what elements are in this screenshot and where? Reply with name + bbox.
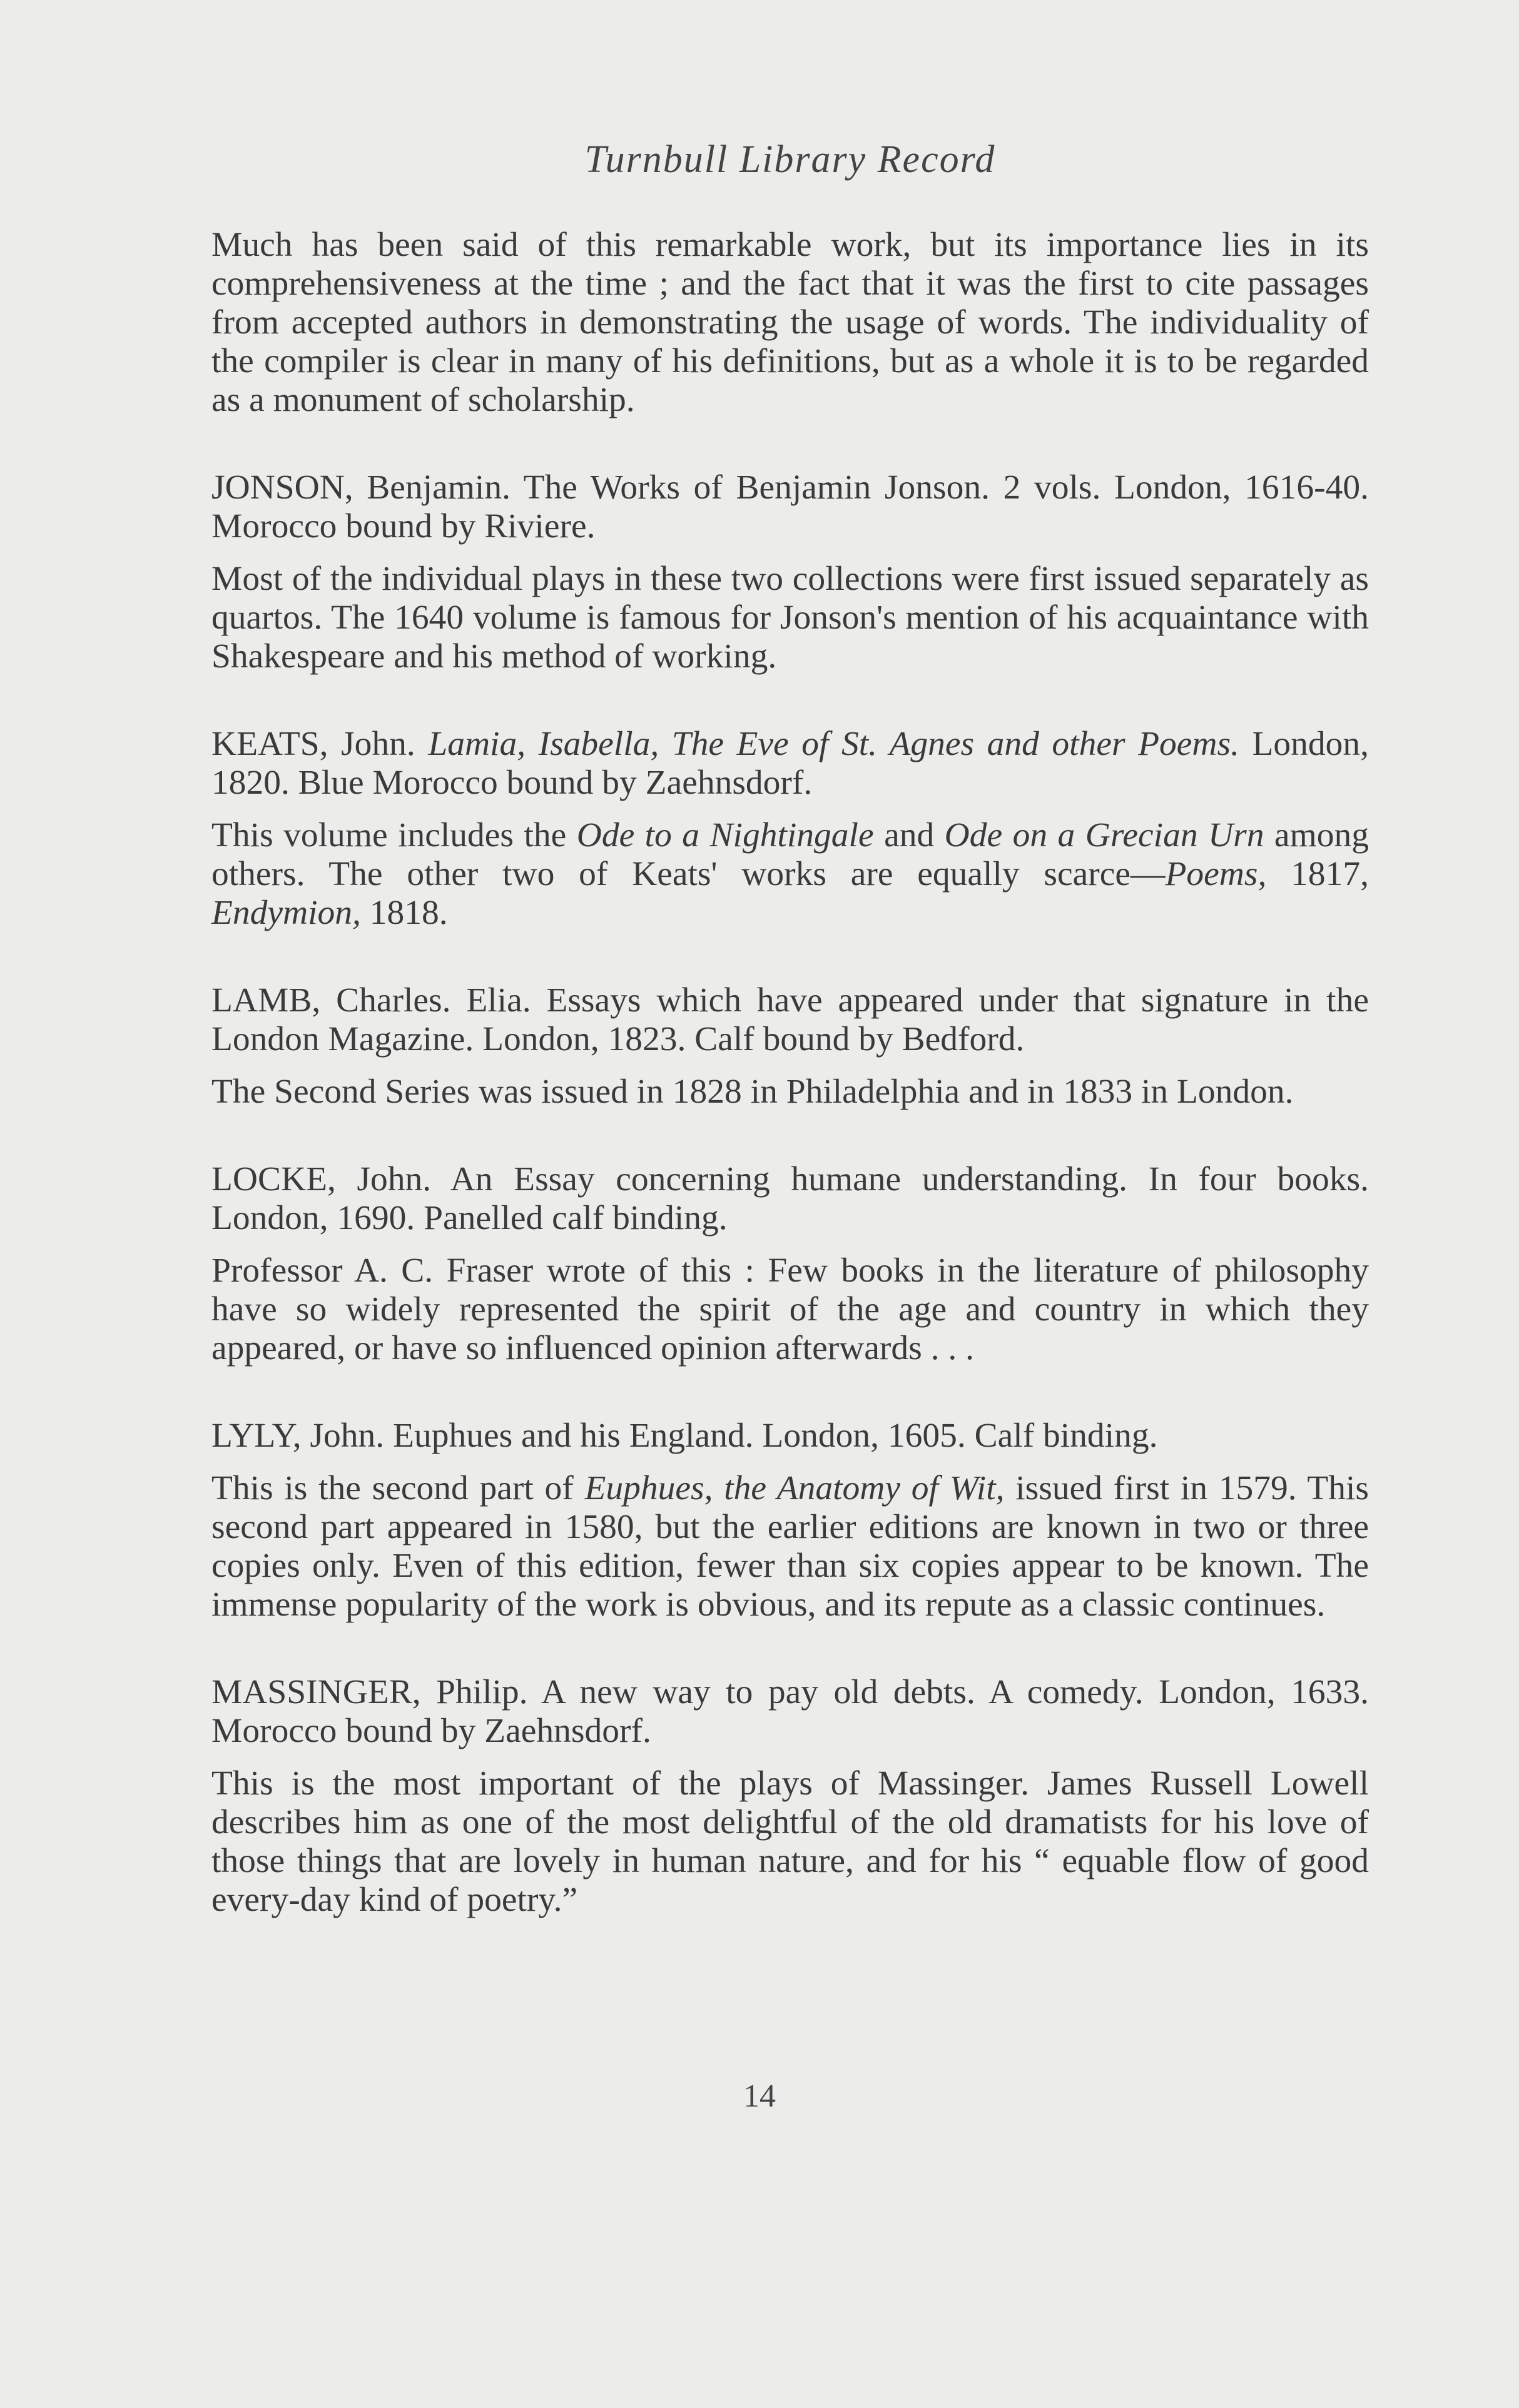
entry-heading: LYLY, John. Euphues and his England. London, 1605. Calf binding. <box>211 1417 1158 1455</box>
entry-heading: LAMB, Charles. Elia. Essays which have appeared under that signature in the London Magazine. London, 1823. Calf bound by Bedford. <box>211 981 1369 1058</box>
note-text: This volume includes the <box>211 816 577 854</box>
book-title: Lamia, Isabella, The Eve of St. Agnes and other Poems. <box>428 725 1239 763</box>
running-head: Turnbull Library Record <box>584 138 996 181</box>
author-name: KEATS, John. <box>211 725 429 763</box>
entry-locke <box>211 1160 1369 1368</box>
note-text: 1817, <box>1266 855 1369 893</box>
poem-title: Ode on a Grecian Urn <box>944 816 1264 854</box>
book-title: Euphues, the Anatomy of Wit, <box>584 1469 1005 1507</box>
note-text: among others. The other two of Keats' works are equally scarce— <box>211 816 1369 893</box>
intro-paragraph: Much has been said of this remarkable work, but its importance lies in its comprehensiveness at the time ; and the fact that it was the first to cite passages from accepted authors in demonstrating the usage of words. The individuality of the compiler is clear in many of his definitions, but as a whole it is to be regarded as a monument of scholarship. <box>211 226 1369 419</box>
entry-massinger <box>211 1673 1369 1920</box>
entry-note <box>211 816 1369 933</box>
note-text: 1818. <box>360 894 448 932</box>
book-title: Endymion, <box>211 894 361 932</box>
entry-note: The Second Series was issued in 1828 in Philadelphia and in 1833 in London. <box>211 1073 1294 1111</box>
page-body <box>211 138 1369 1920</box>
entry-note: This is the most important of the plays of Massinger. James Russell Lowell describes him as one of the most delightful of the old dramatists for his love of those things that are lovely in human nature, and for his “ equable flow of good every-day kind of poetry.” <box>211 1764 1369 1919</box>
entry-lamb <box>211 981 1369 1111</box>
note-text: issued first in 1579. This second part appeared in 1580, but the earlier editions are known in two or three copies only. Even of this edition, fewer than six copies appear to be known. The immense popularity of the work is obvious, and its repute as a classic continues. <box>211 1469 1369 1624</box>
poem-title: Ode to a Nightingale <box>576 816 874 854</box>
page-number: 14 <box>743 2078 776 2114</box>
entry-lyly <box>211 1417 1369 1624</box>
entry-keats <box>211 725 1369 933</box>
entry-heading: JONSON, Benjamin. The Works of Benjamin Jonson. 2 vols. London, 1616-40. Morocco bound by Riviere. <box>211 468 1369 545</box>
entry-heading: MASSINGER, Philip. A new way to pay old debts. A comedy. London, 1633. Morocco bound by Zaehnsdorf. <box>211 1673 1369 1750</box>
imprint: London, 1820. Blue Morocco bound by Zaehnsdorf. <box>211 725 1369 802</box>
entry-jonson <box>211 468 1369 676</box>
note-text: and <box>873 816 945 854</box>
book-title: Poems, <box>1165 855 1267 893</box>
note-text: This is the second part of <box>211 1469 585 1507</box>
entry-heading: LOCKE, John. An Essay concerning humane understanding. In four books. London, 1690. Panelled calf binding. <box>211 1160 1369 1237</box>
entry-heading <box>211 725 1369 802</box>
entry-note: Professor A. C. Fraser wrote of this : Few books in the literature of philosophy have so widely represented the spirit of the age and country in which they appeared, or have so influenced opinion afterwards . . . <box>211 1252 1369 1367</box>
entry-note <box>211 1469 1369 1624</box>
entry-note: Most of the individual plays in these two collections were first issued separately as quartos. The 1640 volume is famous for Jonson's mention of his acquaintance with Shakespeare and his method of working. <box>211 560 1369 675</box>
